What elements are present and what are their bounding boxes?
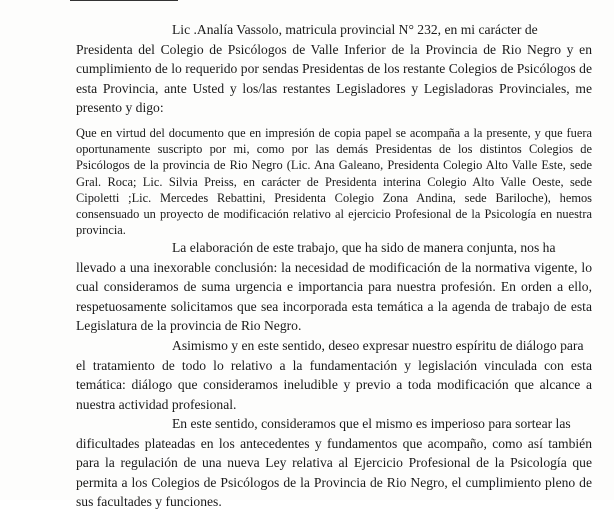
intro-paragraph (76, 20, 592, 118)
elaboration-rest: llevado a una inexorable conclusión: la necesidad de modificación de la normativa vigente, lo cual consideramos de suma urgencia e importancia para nuestra profesión. En orden a ello, respetuosamente solicitamos que sea incorporada esta temática a la agenda de trabajo de esta Legislatura de la provincia de Rio Negro. (76, 259, 592, 334)
paragraph-elaboration (76, 238, 592, 336)
header-underline (70, 0, 178, 5)
paragraph-imperative (76, 414, 592, 512)
paragraph-dialogue (76, 336, 592, 414)
intro-rest: Presidenta del Colegio de Psicólogos de Valle Inferior de la Provincia de Rio Negro y en cumplimiento de lo requerido por sendas Presidentas de los restante Colegios de Psicólogos de esta Provincia, ante Usted y los/las restantes Legisladores y Legisladoras Provinciales, me presento y digo: (76, 41, 592, 116)
elaboration-first-line: La elaboración de este trabajo, que ha sido de manera conjunta, nos ha (172, 240, 556, 255)
dialogue-first-line: Asimismo y en este sentido, deseo expresar nuestro espíritu de diálogo para (172, 338, 584, 353)
paragraph-document: Que en virtud del documento que en impresión de copia papel se acompaña a la presente, y que fuera oportunamente suscripto por mi, como por las demás Presidentas de los distintos Colegios de Psicólogos de la provincia de Rio Negro (Lic. Ana Galeano, Presidenta Colegio Alto Valle Este, sede Gral. Roca; Lic. Silvia Preiss, en carácter de Presidenta interina Colegio Alto Valle Oeste, sede Cipoletti ;Lic. Mercedes Rebattini, Presidenta Colegio Zona Andina, sede Bariloche), hemos consensuado un proyecto de modificación relativo al ejercicio Profesional de la Psicología en nuestra provincia. (76, 126, 592, 238)
imperative-rest: dificultades plateadas en los antecedentes y fundamentos que acompaño, como así también para la regulación de una nueva Ley relativa al Ejercicio Profesional de la Psicología que permita a los Colegios de Psicólogos de la Provincia de Rio Negro, el cumplimiento pleno de sus facultades y funciones. (76, 435, 592, 510)
intro-first-line: Lic .Analía Vassolo, matricula provincial N° 232, en mi carácter de (172, 22, 538, 37)
imperative-first-line: En este sentido, consideramos que el mismo es imperioso para sortear las (172, 416, 571, 431)
dialogue-rest: el tratamiento de todo lo relativo a la fundamentación y legislación vinculada con esta temática: diálogo que consideramos ineludible y previo a toda modificación que alcance a nuestra actividad profesional. (76, 357, 592, 412)
